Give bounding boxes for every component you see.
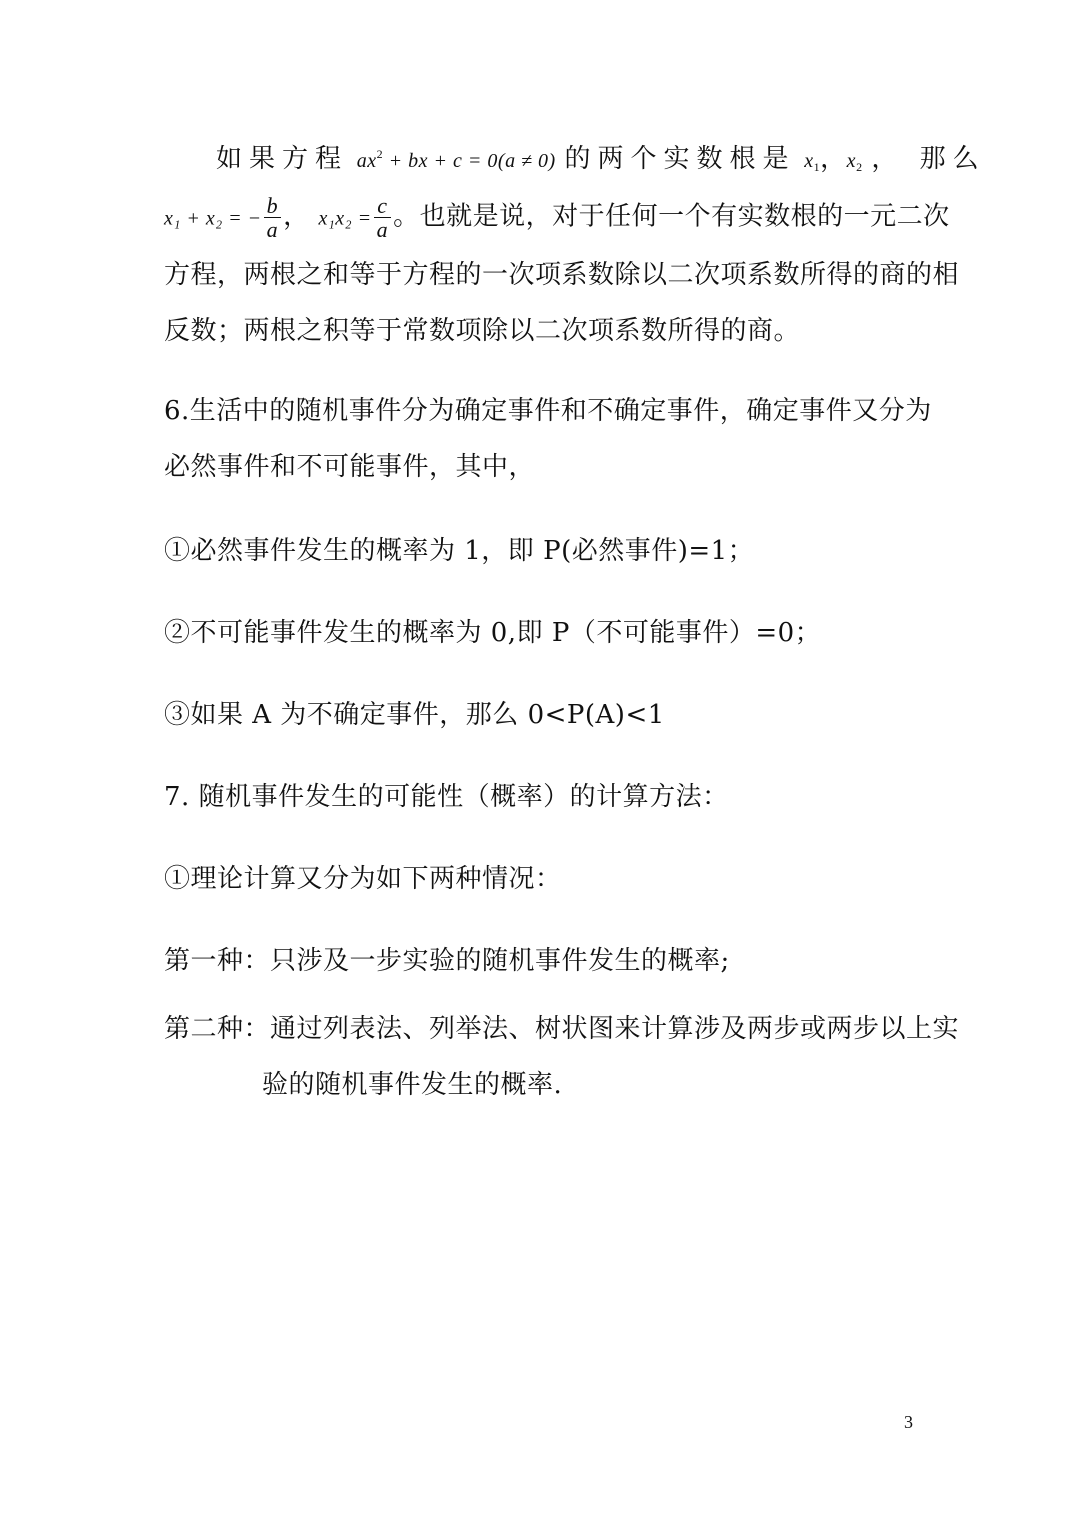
item6-case1: ①必然事件发生的概率为 1，即 P(必然事件)=1； (164, 536, 755, 566)
sum-of-roots: x₁ + x₂ = − (164, 207, 262, 230)
item6-line2: 必然事件和不可能事件，其中， (164, 452, 536, 482)
para5-line1: 如果方程 $ax^2$ + bx + c = 0(a ≠ 0) 的两个实数根是 $x_1$，$x_2$ ， 那么 (216, 144, 986, 174)
para5-end: ， 那么 (871, 144, 986, 174)
item7-case1: ①理论计算又分为如下两种情况： (164, 864, 562, 894)
para5-prefix: 如果方程 (216, 144, 349, 174)
para5-line2: x₁ + x₂ = − $\frac{b}{a}$ ， x₁x₂ = $\frac{c}{a}$ 。也就是说，对于任何一个有实数根的一元二次 (164, 193, 950, 243)
roots-x1: $x_1$ (804, 150, 821, 174)
para5-line3: 方程，两根之和等于方程的一次项系数除以二次项系数所得的商的相 (164, 260, 960, 290)
fraction-c-over-a: $\frac{c}{a}$ (374, 194, 392, 241)
para5-tail: 。也就是说，对于任何一个有实数根的一元二次 (393, 201, 950, 232)
case-second-line2: 验的随机事件发生的概率. (262, 1070, 563, 1100)
item6-case2: ②不可能事件发生的概率为 0,即 P（不可能事件）=0； (164, 618, 822, 648)
fraction-b-over-a: $\frac{b}{a}$ (264, 194, 282, 241)
quadratic-equation: $ax^2$ + bx + c = 0(a ≠ 0) (356, 147, 556, 172)
para5-line4: 反数；两根之积等于常数项除以二次项系数所得的商。 (164, 316, 801, 346)
case-first: 第一种：只涉及一步实验的随机事件发生的概率; (164, 946, 730, 976)
roots-x2: $x_2$ (846, 150, 863, 174)
item6-case3: ③如果 A 为不确定事件，那么 0<P(A)<1 (164, 700, 665, 730)
item6-line1: 6.生活中的随机事件分为确定事件和不确定事件，确定事件又分为 (164, 396, 932, 426)
para5-mid: 的两个实数根是 (564, 144, 796, 174)
product-of-roots: x₁x₂ = (318, 207, 372, 230)
item7-heading: 7. 随机事件发生的可能性（概率）的计算方法： (164, 782, 729, 812)
page-number: 3 (904, 1412, 913, 1432)
case-second-line1: 第二种：通过列表法、列举法、树状图来计算涉及两步或两步以上实 (164, 1014, 960, 1044)
